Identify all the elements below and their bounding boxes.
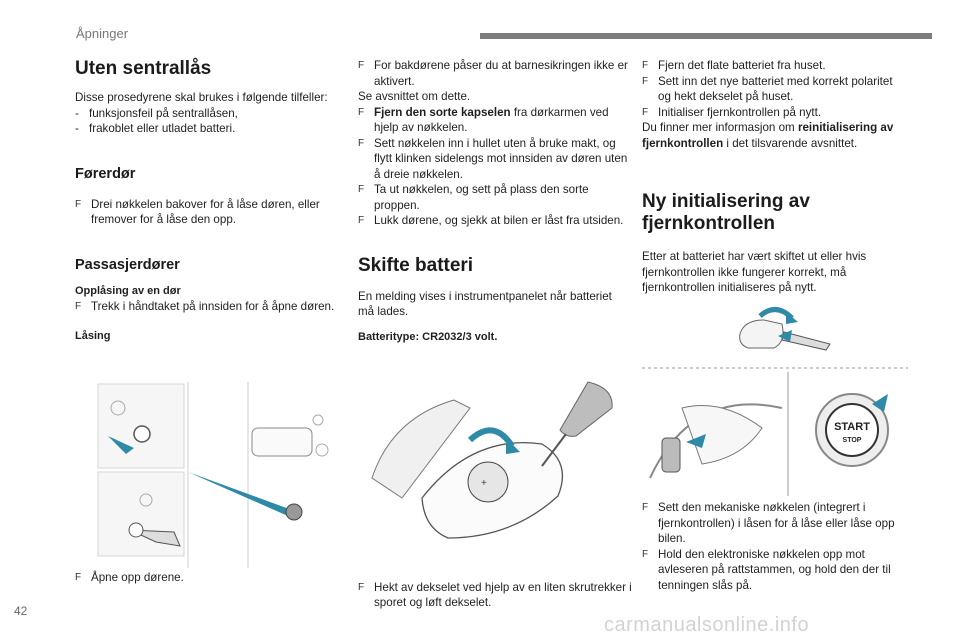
list-item: F Trekk i håndtaket på innsiden for å åpne døren. bbox=[75, 300, 335, 313]
heading-reinitialisation: Ny initialisering av fjernkontrollen bbox=[642, 191, 810, 234]
list-item: F Ta ut nøkkelen, og sett på plass den sorte proppen. bbox=[358, 183, 589, 212]
bullet-icon: F bbox=[75, 572, 82, 583]
list-item: F Fjern den sorte kapselen fra dørkarmen ved hjelp av nøkkelen. bbox=[358, 105, 609, 134]
reinit-info-text: Du finner mer informasjon om reinitialisering av fjernkontrollen i det tilsvarende avsnittet. bbox=[642, 121, 894, 150]
list-item: F Drei nøkkelen bakover for å låse døren, eller fremover for å låse den opp. bbox=[75, 197, 320, 226]
watermark: carmanualsonline.info bbox=[604, 614, 810, 636]
reinit-steps bbox=[642, 500, 907, 593]
see-section-text: Se avsnittet om dette. bbox=[358, 90, 471, 103]
heading-passenger-doors: Passasjerdører bbox=[75, 256, 180, 273]
bullet-icon: F bbox=[358, 106, 365, 118]
bullet-icon: F bbox=[358, 60, 365, 71]
battery-type: Batteritype: CR2032/3 volt. bbox=[358, 330, 498, 343]
list-item: F Lukk dørene, og sjekk at bilen er låst fra utsiden. bbox=[358, 214, 624, 227]
header-bar bbox=[480, 33, 932, 39]
intro-text: Disse prosedyrene skal brukes i følgende tilfeller: bbox=[75, 91, 328, 104]
list-item: F Sett nøkkelen inn i hullet uten å bruke makt, og flytt klinken sidelengs mot innsiden av døren uten å dreie nøkkelen. bbox=[358, 136, 628, 181]
list-item: - frakoblet eller utladet batteri. bbox=[75, 122, 236, 135]
list-item: F Fjern det flate batteriet fra huset. bbox=[642, 59, 826, 72]
heading-without-central-locking: Uten sentrallås bbox=[75, 58, 212, 79]
list-item: F Hekt av dekselet ved hjelp av en liten skrutrekker i sporet og løft dekselet. bbox=[358, 580, 632, 609]
reinit-text: Etter at batteriet har vært skiftet ut eller hvis fjernkontrollen ikke fungerer korrekt, må fjernkontrollen initialiseres på nytt. bbox=[642, 250, 867, 294]
door-lock-illustration bbox=[96, 382, 346, 570]
column-1 bbox=[75, 58, 340, 344]
heading-battery-change: Skifte batteri bbox=[358, 254, 474, 276]
list-item: F For bakdørene påser du at barnesikringen ikke er aktivert. bbox=[358, 59, 628, 88]
stop-label: STOP bbox=[842, 437, 862, 444]
list-item: F Sett inn det nye batteriet med korrekt polaritet og hekt dekselet på huset. bbox=[642, 74, 893, 103]
bullet-icon: F bbox=[358, 581, 365, 593]
subheading-unlocking: Opplåsing av en dør bbox=[75, 284, 181, 297]
list-item: F Sett den mekaniske nøkkelen (integrert i fjernkontrollen) i låsen for å låse eller låse opp bilen. bbox=[642, 501, 895, 545]
bullet-icon: F bbox=[642, 75, 649, 87]
bullet-icon: F bbox=[642, 548, 649, 560]
steering-column-illustration bbox=[642, 368, 908, 496]
bullet-icon: F bbox=[358, 215, 365, 226]
start-label: START bbox=[834, 421, 870, 433]
column-2 bbox=[358, 58, 628, 345]
heading-driver-door: Førerdør bbox=[75, 165, 136, 182]
bullet-icon: F bbox=[642, 60, 649, 71]
key-fob-insert-illustration bbox=[734, 306, 844, 356]
list-item: F Åpne opp dørene. bbox=[75, 571, 184, 584]
bullet-icon: F bbox=[642, 106, 649, 118]
list-item: - funksjonsfeil på sentrallåsen, bbox=[75, 106, 238, 120]
key-fob-battery-illustration bbox=[362, 378, 624, 548]
column-3 bbox=[642, 58, 907, 296]
bullet-icon: F bbox=[358, 137, 365, 149]
list-item: F Initialiser fjernkontrollen på nytt. bbox=[642, 105, 822, 119]
bullet-icon: F bbox=[75, 301, 82, 312]
bullet-icon: F bbox=[642, 502, 649, 513]
svg-text:+: + bbox=[481, 478, 487, 489]
subheading-locking: Låsing bbox=[75, 329, 111, 342]
page-number: 42 bbox=[14, 604, 28, 618]
bullet-icon: F bbox=[75, 198, 82, 210]
bullet-icon: F bbox=[358, 184, 365, 195]
section-title: Åpninger bbox=[76, 26, 129, 41]
battery-message-text: En melding vises i instrumentpanelet når batteriet må lades. bbox=[358, 289, 612, 318]
list-item: F Hold den elektroniske nøkkelen opp mot avleseren på rattstammen, og hold den der til tenningen slås på. bbox=[642, 547, 891, 592]
